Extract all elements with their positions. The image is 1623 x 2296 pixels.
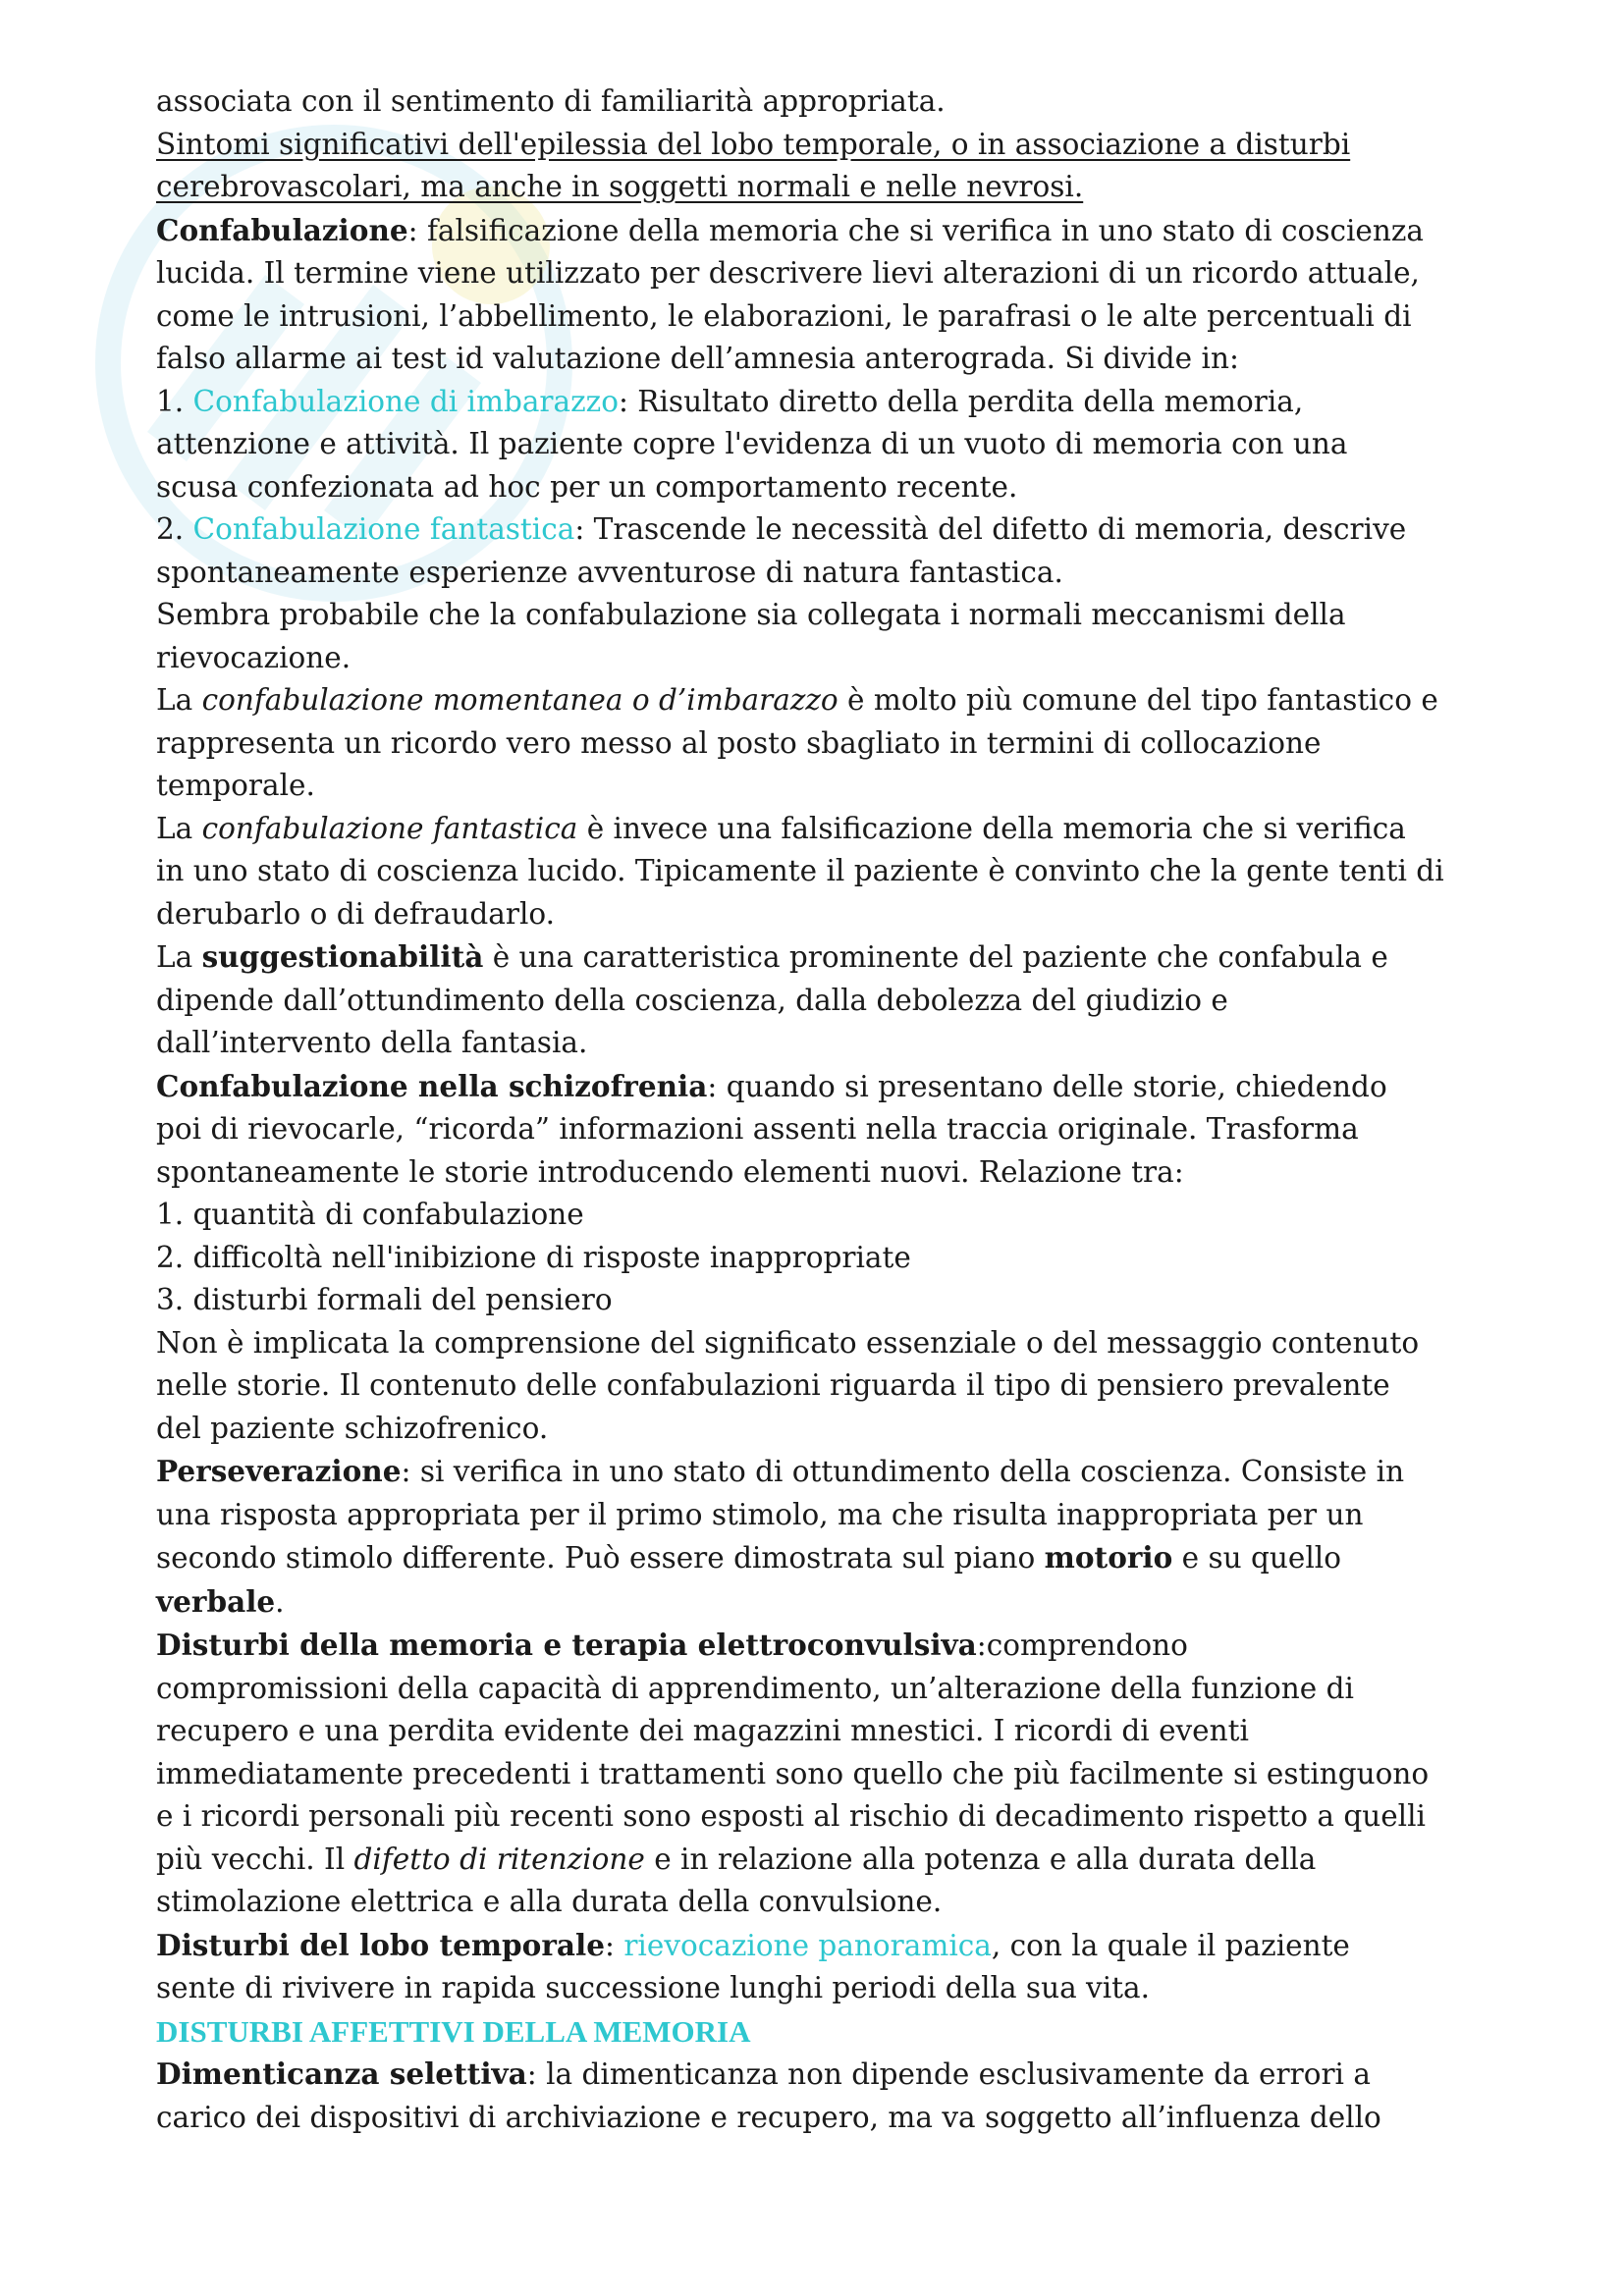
term-rievocazione-panoramica: rievocazione panoramica [623,1928,992,1962]
paragraph-confabulazione: Confabulazione: falsificazione della memoria che si verifica in uno stato di coscienza [156,212,1424,247]
text-line: più vecchi. Il difetto di ritenzione e in relazione alla potenza e alla durata della [156,1842,1317,1876]
paragraph-lobo-temporale: Disturbi del lobo temporale: rievocazione panoramica, con la quale il paziente [156,1927,1350,1962]
text-line: compromissioni della capacità di apprendimento, un’alterazione della funzione di [156,1671,1354,1705]
text-line: immediatamente precedenti i trattamenti sono quello che più facilmente si estinguono [156,1756,1430,1790]
text-line: falso allarme ai test id valutazione dell’amnesia anterograda. Si divide in: [156,342,1239,375]
text-line: dipende dall’ottundimento della coscienza, dalla debolezza del giudizio e [156,983,1228,1017]
text-line: poi di rievocarle, “ricorda” informazioni assenti nella traccia originale. Trasforma [156,1112,1359,1146]
text-line: carico dei dispositivi di archiviazione e recupero, ma va soggetto all’influenza dello [156,2100,1381,2134]
text-line: lucida. Il termine viene utilizzato per descrivere lievi alterazioni di un ricordo attuale, [156,256,1420,290]
text-line: associata con il sentimento di familiarità appropriata. [156,84,946,118]
section-heading: DISTURBI AFFETTIVI DELLA MEMORIA [156,2013,751,2049]
text-line: stimolazione elettrica e alla durata della convulsione. [156,1885,943,1918]
paragraph-elettroconvulsiva: Disturbi della memoria e terapia elettroconvulsiva:comprendono [156,1628,1188,1662]
text-line: una risposta appropriata per il primo stimolo, ma che risulta inappropriata per un [156,1497,1364,1531]
text-line-underlined: Sintomi significativi dell'epilessia del lobo temporale, o in associazione a disturbi [156,127,1351,161]
text-line: dall’intervento della fantasia. [156,1026,588,1059]
term-imbarazzo: Confabulazione di imbarazzo [192,384,619,418]
text-line: La confabulazione momentanea o d’imbarazzo è molto più comune del tipo fantastico e [156,683,1438,717]
text-line: temporale. [156,769,315,802]
text-line: scusa confezionata ad hoc per un comportamento recente. [156,469,1018,504]
term-fantastica: Confabulazione fantastica [192,512,575,546]
list-item-2: 2. Confabulazione fantastica: Trascende le necessità del difetto di memoria, descrive [156,512,1407,546]
text-line: rievocazione. [156,640,352,674]
paragraph-dimenticanza: Dimenticanza selettiva: la dimenticanza non dipende esclusivamente da errori a [156,2056,1371,2091]
text-line: spontaneamente esperienze avventurose di natura fantastica. [156,555,1063,589]
text-line: del paziente schizofrenico. [156,1411,549,1445]
text-line: La confabulazione fantastica è invece una falsificazione della memoria che si verifica [156,811,1406,845]
term-confabulazione: Confabulazione [156,212,408,247]
text-line: e i ricordi personali più recenti sono esposti al rischio di decadimento rispetto a quelli [156,1799,1426,1833]
text-line: secondo stimolo differente. Può essere dimostrata sul piano motorio e su quello [156,1540,1341,1575]
text-line: spontaneamente le storie introducendo elementi nuovi. Relazione tra: [156,1154,1184,1189]
text-line: rappresenta un ricordo vero messo al posto sbagliato in termini di collocazione [156,725,1322,760]
list-item: 2. difficoltà nell'inibizione di risposte inappropriate [156,1240,911,1274]
text-line: derubarlo o di defraudarlo. [156,896,555,931]
text-line: La suggestionabilità è una caratteristica prominente del paziente che confabula e [156,939,1388,974]
text-line: attenzione e attività. Il paziente copre l'evidenza di un vuoto di memoria con una [156,427,1348,460]
list-item: 3. disturbi formali del pensiero [156,1283,613,1316]
list-item-1: 1. Confabulazione di imbarazzo: Risultato diretto della perdita della memoria, [156,384,1304,418]
paragraph-perseverazione: Perseverazione: si verifica in uno stato di ottundimento della coscienza. Consiste in [156,1454,1405,1488]
text-line: Non è implicata la comprensione del significato essenziale o del messaggio contenuto [156,1325,1420,1360]
document-body [156,80,1521,2139]
text-line: sente di rivivere in rapida successione lunghi periodi della sua vita. [156,1971,1150,2004]
text-line: recupero e una perdita evidente dei magazzini mnestici. I ricordi di eventi [156,1714,1249,1747]
text-line: in uno stato di coscienza lucido. Tipicamente il paziente è convinto che la gente tenti di [156,854,1444,887]
text-line: nelle storie. Il contenuto delle confabulazioni riguarda il tipo di pensiero prevalente [156,1368,1390,1402]
text-line: Sembra probabile che la confabulazione sia collegata i normali meccanismi della [156,598,1346,631]
text-line: come le intrusioni, l’abbellimento, le elaborazioni, le parafrasi o le alte percentuali di [156,298,1412,333]
text-line: verbale. [156,1583,285,1619]
text-line-underlined: cerebrovascolari, ma anche in soggetti normali e nelle nevrosi. [156,170,1084,203]
paragraph-schizofrenia: Confabulazione nella schizofrenia: quando si presentano delle storie, chiedendo [156,1068,1387,1103]
list-item: 1. quantità di confabulazione [156,1198,584,1231]
